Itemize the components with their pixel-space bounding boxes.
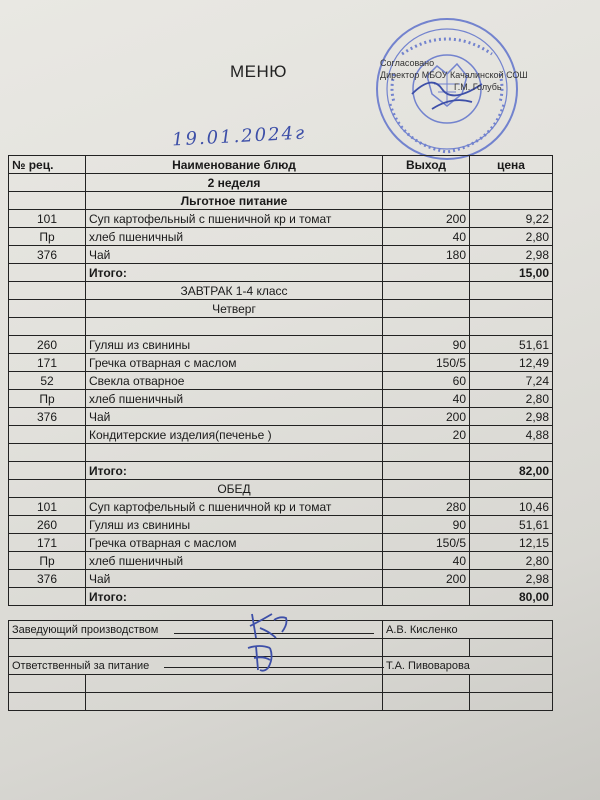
total-label: Итого: — [86, 462, 383, 480]
recipe-number: 52 — [9, 372, 86, 390]
dish-price: 12,49 — [470, 354, 553, 372]
lunch-total: 80,00 — [470, 588, 553, 606]
table-row — [9, 372, 553, 390]
table-row — [9, 498, 553, 516]
total-row — [9, 264, 553, 282]
dish-name: хлеб пшеничный — [86, 552, 383, 570]
table-row — [9, 246, 553, 264]
dish-price: 51,61 — [470, 336, 553, 354]
dish-output: 150/5 — [383, 534, 470, 552]
approval-director: Директор МБОУ Качалинской СОШ — [380, 70, 528, 80]
col-header-output: Выход — [383, 156, 470, 174]
dish-name: Свекла отварное — [86, 372, 383, 390]
empty-row — [9, 444, 553, 462]
dish-name: Гуляш из свинины — [86, 336, 383, 354]
dish-name: Чай — [86, 246, 383, 264]
table-row — [9, 534, 553, 552]
recipe-number: 101 — [9, 210, 86, 228]
signature-resp — [240, 642, 300, 674]
dish-output: 60 — [383, 372, 470, 390]
section-row — [9, 192, 553, 210]
table-row — [9, 426, 553, 444]
breakfast-total: 82,00 — [470, 462, 553, 480]
dish-price: 2,98 — [470, 570, 553, 588]
dish-name: Гречка отварная с маслом — [86, 354, 383, 372]
header-row — [9, 156, 553, 174]
dish-name: Суп картофельный с пшеничной кр и томат — [86, 498, 383, 516]
dish-name: Гуляш из свинины — [86, 516, 383, 534]
dish-output: 40 — [383, 390, 470, 408]
breakfast-title: ЗАВТРАК 1-4 класс — [86, 282, 383, 300]
dish-price: 51,61 — [470, 516, 553, 534]
head-name: А.В. Кисленко — [383, 621, 553, 639]
week-label: 2 неделя — [86, 174, 383, 192]
total-label: Итого: — [86, 588, 383, 606]
empty-row — [9, 693, 553, 711]
table-row — [9, 228, 553, 246]
dish-output: 90 — [383, 336, 470, 354]
dish-name: Кондитерские изделия(печенье ) — [86, 426, 383, 444]
recipe-number: Пр — [9, 228, 86, 246]
table-row — [9, 408, 553, 426]
dish-output: 40 — [383, 552, 470, 570]
dish-name: Суп картофельный с пшеничной кр и томат — [86, 210, 383, 228]
empty-row — [9, 318, 553, 336]
dish-name: хлеб пшеничный — [86, 390, 383, 408]
col-header-price: цена — [470, 156, 553, 174]
dish-name: Чай — [86, 570, 383, 588]
dish-price: 2,98 — [470, 246, 553, 264]
page-title: МЕНЮ — [230, 62, 287, 81]
col-header-recipe: № рец. — [9, 156, 86, 174]
table-row — [9, 354, 553, 372]
total-row — [9, 588, 553, 606]
approval-block — [380, 57, 580, 93]
approval-name: Г.М. Голубь — [454, 82, 502, 92]
signature-head — [240, 610, 300, 642]
dish-name: Гречка отварная с маслом — [86, 534, 383, 552]
dish-price: 2,98 — [470, 408, 553, 426]
dish-name: хлеб пшеничный — [86, 228, 383, 246]
dish-price: 2,80 — [470, 390, 553, 408]
table-row — [9, 336, 553, 354]
section-row — [9, 300, 553, 318]
dish-price: 9,22 — [470, 210, 553, 228]
recipe-number: 171 — [9, 534, 86, 552]
dish-output: 180 — [383, 246, 470, 264]
recipe-number: 260 — [9, 336, 86, 354]
recipe-number: 376 — [9, 408, 86, 426]
dish-price: 2,80 — [470, 552, 553, 570]
section-row — [9, 282, 553, 300]
recipe-number: 376 — [9, 570, 86, 588]
recipe-number: Пр — [9, 552, 86, 570]
benefit-total: 15,00 — [470, 264, 553, 282]
dish-output: 200 — [383, 408, 470, 426]
section-row — [9, 174, 553, 192]
recipe-number — [9, 426, 86, 444]
recipe-number: 171 — [9, 354, 86, 372]
menu-table — [8, 155, 553, 606]
table-row — [9, 210, 553, 228]
dish-price: 7,24 — [470, 372, 553, 390]
dish-price: 10,46 — [470, 498, 553, 516]
handwritten-date: 19.01.2024г — [171, 122, 307, 151]
table-row — [9, 516, 553, 534]
recipe-number: 101 — [9, 498, 86, 516]
approval-caption: Согласовано — [380, 58, 435, 68]
total-row — [9, 462, 553, 480]
dish-output: 90 — [383, 516, 470, 534]
recipe-number: 376 — [9, 246, 86, 264]
table-row — [9, 390, 553, 408]
dish-output: 40 — [383, 228, 470, 246]
recipe-number: Пр — [9, 390, 86, 408]
dish-output: 200 — [383, 570, 470, 588]
table-row — [9, 552, 553, 570]
benefit-title: Льготное питание — [86, 192, 383, 210]
day-label: Четверг — [86, 300, 383, 318]
dish-output: 280 — [383, 498, 470, 516]
dish-price: 12,15 — [470, 534, 553, 552]
resp-name: Т.А. Пивоварова — [383, 657, 553, 675]
lunch-title: ОБЕД — [86, 480, 383, 498]
total-label: Итого: — [86, 264, 383, 282]
table-row — [9, 570, 553, 588]
dish-price: 4,88 — [470, 426, 553, 444]
dish-output: 150/5 — [383, 354, 470, 372]
dish-name: Чай — [86, 408, 383, 426]
dish-price: 2,80 — [470, 228, 553, 246]
dish-output: 20 — [383, 426, 470, 444]
resp-label: Ответственный за питание — [9, 657, 383, 675]
dish-output: 200 — [383, 210, 470, 228]
empty-row — [9, 675, 553, 693]
section-row — [9, 480, 553, 498]
recipe-number: 260 — [9, 516, 86, 534]
head-label: Заведующий производством — [9, 621, 383, 639]
col-header-dish: Наименование блюд — [86, 156, 383, 174]
